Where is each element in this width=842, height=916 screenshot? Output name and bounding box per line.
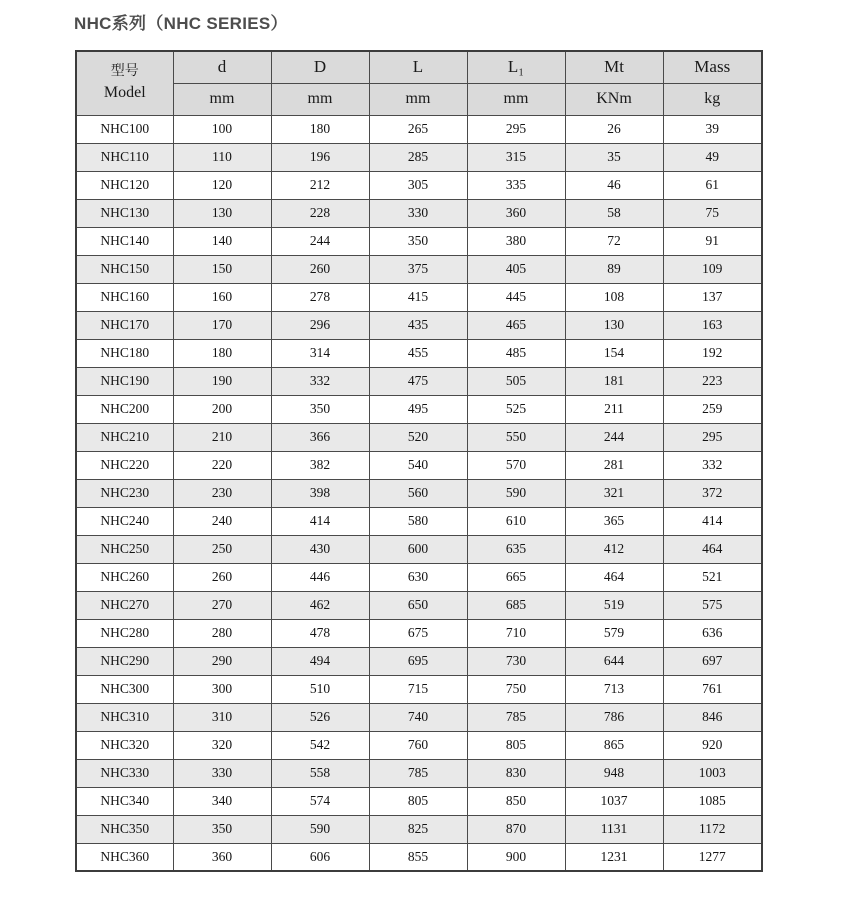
value-cell: 300 bbox=[173, 675, 271, 703]
table-row bbox=[76, 255, 762, 283]
model-cell: NHC250 bbox=[76, 535, 173, 563]
table-row bbox=[76, 143, 762, 171]
table-row bbox=[76, 843, 762, 871]
value-cell: 332 bbox=[271, 367, 369, 395]
table-row bbox=[76, 619, 762, 647]
value-cell: 365 bbox=[565, 507, 663, 535]
value-cell: 220 bbox=[173, 451, 271, 479]
value-cell: 750 bbox=[467, 675, 565, 703]
value-cell: 685 bbox=[467, 591, 565, 619]
value-cell: 200 bbox=[173, 395, 271, 423]
value-cell: 785 bbox=[467, 703, 565, 731]
model-cell: NHC150 bbox=[76, 255, 173, 283]
value-cell: 900 bbox=[467, 843, 565, 871]
model-cell: NHC180 bbox=[76, 339, 173, 367]
value-cell: 1037 bbox=[565, 787, 663, 815]
value-cell: 295 bbox=[663, 423, 762, 451]
model-cell: NHC190 bbox=[76, 367, 173, 395]
value-cell: 154 bbox=[565, 339, 663, 367]
column-unit-Mass: kg bbox=[663, 83, 762, 115]
value-cell: 846 bbox=[663, 703, 762, 731]
value-cell: 710 bbox=[467, 619, 565, 647]
value-cell: 310 bbox=[173, 703, 271, 731]
column-unit-L1: mm bbox=[467, 83, 565, 115]
column-header-D: D bbox=[271, 51, 369, 83]
value-cell: 196 bbox=[271, 143, 369, 171]
value-cell: 332 bbox=[663, 451, 762, 479]
value-cell: 75 bbox=[663, 199, 762, 227]
model-header-zh: 型号 bbox=[110, 64, 139, 79]
value-cell: 108 bbox=[565, 283, 663, 311]
nhc-spec-table bbox=[75, 50, 763, 872]
value-cell: 786 bbox=[565, 703, 663, 731]
value-cell: 1172 bbox=[663, 815, 762, 843]
value-cell: 295 bbox=[467, 115, 565, 143]
value-cell: 120 bbox=[173, 171, 271, 199]
value-cell: 610 bbox=[467, 507, 565, 535]
value-cell: 505 bbox=[467, 367, 565, 395]
value-cell: 455 bbox=[369, 339, 467, 367]
value-cell: 590 bbox=[271, 815, 369, 843]
table-row bbox=[76, 115, 762, 143]
value-cell: 375 bbox=[369, 255, 467, 283]
value-cell: 137 bbox=[663, 283, 762, 311]
model-cell: NHC100 bbox=[76, 115, 173, 143]
value-cell: 35 bbox=[565, 143, 663, 171]
table-header bbox=[76, 51, 762, 115]
value-cell: 366 bbox=[271, 423, 369, 451]
value-cell: 398 bbox=[271, 479, 369, 507]
value-cell: 270 bbox=[173, 591, 271, 619]
value-cell: 414 bbox=[663, 507, 762, 535]
value-cell: 560 bbox=[369, 479, 467, 507]
model-cell: NHC170 bbox=[76, 311, 173, 339]
table-row bbox=[76, 171, 762, 199]
value-cell: 525 bbox=[467, 395, 565, 423]
value-cell: 91 bbox=[663, 227, 762, 255]
table-row bbox=[76, 703, 762, 731]
value-cell: 382 bbox=[271, 451, 369, 479]
value-cell: 372 bbox=[663, 479, 762, 507]
table-row bbox=[76, 227, 762, 255]
value-cell: 445 bbox=[467, 283, 565, 311]
value-cell: 281 bbox=[565, 451, 663, 479]
value-cell: 430 bbox=[271, 535, 369, 563]
column-header-d: d bbox=[173, 51, 271, 83]
value-cell: 211 bbox=[565, 395, 663, 423]
value-cell: 574 bbox=[271, 787, 369, 815]
value-cell: 49 bbox=[663, 143, 762, 171]
value-cell: 830 bbox=[467, 759, 565, 787]
table-row bbox=[76, 507, 762, 535]
model-cell: NHC280 bbox=[76, 619, 173, 647]
value-cell: 130 bbox=[565, 311, 663, 339]
value-cell: 305 bbox=[369, 171, 467, 199]
column-header-L: L bbox=[369, 51, 467, 83]
header-row-units bbox=[76, 83, 762, 115]
value-cell: 260 bbox=[173, 563, 271, 591]
value-cell: 462 bbox=[271, 591, 369, 619]
value-cell: 412 bbox=[565, 535, 663, 563]
value-cell: 600 bbox=[369, 535, 467, 563]
value-cell: 558 bbox=[271, 759, 369, 787]
value-cell: 321 bbox=[565, 479, 663, 507]
value-cell: 446 bbox=[271, 563, 369, 591]
value-cell: 850 bbox=[467, 787, 565, 815]
value-cell: 228 bbox=[271, 199, 369, 227]
model-cell: NHC360 bbox=[76, 843, 173, 871]
model-cell: NHC230 bbox=[76, 479, 173, 507]
value-cell: 100 bbox=[173, 115, 271, 143]
table-row bbox=[76, 787, 762, 815]
table-body bbox=[76, 115, 762, 871]
value-cell: 110 bbox=[173, 143, 271, 171]
value-cell: 190 bbox=[173, 367, 271, 395]
value-cell: 464 bbox=[565, 563, 663, 591]
model-header-en: Model bbox=[103, 83, 146, 101]
column-unit-D: mm bbox=[271, 83, 369, 115]
value-cell: 72 bbox=[565, 227, 663, 255]
table-row bbox=[76, 451, 762, 479]
value-cell: 61 bbox=[663, 171, 762, 199]
model-cell: NHC350 bbox=[76, 815, 173, 843]
value-cell: 695 bbox=[369, 647, 467, 675]
table-row bbox=[76, 815, 762, 843]
value-cell: 1003 bbox=[663, 759, 762, 787]
value-cell: 715 bbox=[369, 675, 467, 703]
value-cell: 415 bbox=[369, 283, 467, 311]
value-cell: 360 bbox=[173, 843, 271, 871]
value-cell: 495 bbox=[369, 395, 467, 423]
column-unit-L: mm bbox=[369, 83, 467, 115]
value-cell: 606 bbox=[271, 843, 369, 871]
table-row bbox=[76, 759, 762, 787]
value-cell: 519 bbox=[565, 591, 663, 619]
value-cell: 478 bbox=[271, 619, 369, 647]
value-cell: 180 bbox=[173, 339, 271, 367]
table-row bbox=[76, 395, 762, 423]
value-cell: 414 bbox=[271, 507, 369, 535]
value-cell: 650 bbox=[369, 591, 467, 619]
value-cell: 475 bbox=[369, 367, 467, 395]
value-cell: 870 bbox=[467, 815, 565, 843]
value-cell: 330 bbox=[369, 199, 467, 227]
value-cell: 320 bbox=[173, 731, 271, 759]
value-cell: 260 bbox=[271, 255, 369, 283]
value-cell: 855 bbox=[369, 843, 467, 871]
table-row bbox=[76, 339, 762, 367]
table-row bbox=[76, 731, 762, 759]
value-cell: 223 bbox=[663, 367, 762, 395]
column-header-Mass: Mass bbox=[663, 51, 762, 83]
value-cell: 948 bbox=[565, 759, 663, 787]
value-cell: 290 bbox=[173, 647, 271, 675]
value-cell: 636 bbox=[663, 619, 762, 647]
value-cell: 340 bbox=[173, 787, 271, 815]
value-cell: 314 bbox=[271, 339, 369, 367]
model-cell: NHC290 bbox=[76, 647, 173, 675]
value-cell: 1231 bbox=[565, 843, 663, 871]
column-header-L1: L₁ bbox=[467, 51, 565, 83]
value-cell: 510 bbox=[271, 675, 369, 703]
model-cell: NHC160 bbox=[76, 283, 173, 311]
page-title: NHC系列（NHC SERIES） bbox=[74, 14, 288, 33]
value-cell: 46 bbox=[565, 171, 663, 199]
model-cell: NHC260 bbox=[76, 563, 173, 591]
value-cell: 26 bbox=[565, 115, 663, 143]
value-cell: 825 bbox=[369, 815, 467, 843]
value-cell: 130 bbox=[173, 199, 271, 227]
value-cell: 520 bbox=[369, 423, 467, 451]
value-cell: 540 bbox=[369, 451, 467, 479]
value-cell: 244 bbox=[565, 423, 663, 451]
value-cell: 1085 bbox=[663, 787, 762, 815]
model-column-header bbox=[76, 51, 173, 115]
value-cell: 485 bbox=[467, 339, 565, 367]
table-row bbox=[76, 479, 762, 507]
value-cell: 465 bbox=[467, 311, 565, 339]
value-cell: 785 bbox=[369, 759, 467, 787]
value-cell: 635 bbox=[467, 535, 565, 563]
value-cell: 181 bbox=[565, 367, 663, 395]
value-cell: 150 bbox=[173, 255, 271, 283]
value-cell: 160 bbox=[173, 283, 271, 311]
model-cell: NHC140 bbox=[76, 227, 173, 255]
table-row bbox=[76, 199, 762, 227]
value-cell: 542 bbox=[271, 731, 369, 759]
value-cell: 192 bbox=[663, 339, 762, 367]
value-cell: 39 bbox=[663, 115, 762, 143]
value-cell: 435 bbox=[369, 311, 467, 339]
value-cell: 259 bbox=[663, 395, 762, 423]
table-row bbox=[76, 423, 762, 451]
value-cell: 494 bbox=[271, 647, 369, 675]
value-cell: 526 bbox=[271, 703, 369, 731]
value-cell: 350 bbox=[369, 227, 467, 255]
value-cell: 315 bbox=[467, 143, 565, 171]
value-cell: 464 bbox=[663, 535, 762, 563]
value-cell: 89 bbox=[565, 255, 663, 283]
value-cell: 265 bbox=[369, 115, 467, 143]
value-cell: 212 bbox=[271, 171, 369, 199]
value-cell: 580 bbox=[369, 507, 467, 535]
table-row bbox=[76, 647, 762, 675]
model-cell: NHC220 bbox=[76, 451, 173, 479]
value-cell: 180 bbox=[271, 115, 369, 143]
value-cell: 350 bbox=[173, 815, 271, 843]
value-cell: 1131 bbox=[565, 815, 663, 843]
value-cell: 630 bbox=[369, 563, 467, 591]
value-cell: 760 bbox=[369, 731, 467, 759]
value-cell: 920 bbox=[663, 731, 762, 759]
model-cell: NHC210 bbox=[76, 423, 173, 451]
model-cell: NHC130 bbox=[76, 199, 173, 227]
value-cell: 170 bbox=[173, 311, 271, 339]
value-cell: 644 bbox=[565, 647, 663, 675]
value-cell: 280 bbox=[173, 619, 271, 647]
value-cell: 590 bbox=[467, 479, 565, 507]
value-cell: 521 bbox=[663, 563, 762, 591]
value-cell: 330 bbox=[173, 759, 271, 787]
column-unit-d: mm bbox=[173, 83, 271, 115]
model-cell: NHC300 bbox=[76, 675, 173, 703]
model-cell: NHC120 bbox=[76, 171, 173, 199]
value-cell: 380 bbox=[467, 227, 565, 255]
value-cell: 761 bbox=[663, 675, 762, 703]
table-row bbox=[76, 535, 762, 563]
value-cell: 285 bbox=[369, 143, 467, 171]
value-cell: 109 bbox=[663, 255, 762, 283]
model-cell: NHC340 bbox=[76, 787, 173, 815]
value-cell: 250 bbox=[173, 535, 271, 563]
value-cell: 865 bbox=[565, 731, 663, 759]
table-row bbox=[76, 367, 762, 395]
value-cell: 805 bbox=[369, 787, 467, 815]
value-cell: 230 bbox=[173, 479, 271, 507]
value-cell: 210 bbox=[173, 423, 271, 451]
column-header-Mt: Mt bbox=[565, 51, 663, 83]
value-cell: 805 bbox=[467, 731, 565, 759]
value-cell: 665 bbox=[467, 563, 565, 591]
value-cell: 350 bbox=[271, 395, 369, 423]
value-cell: 697 bbox=[663, 647, 762, 675]
table-row bbox=[76, 675, 762, 703]
model-cell: NHC320 bbox=[76, 731, 173, 759]
value-cell: 335 bbox=[467, 171, 565, 199]
table-row bbox=[76, 283, 762, 311]
header-row-labels bbox=[76, 51, 762, 83]
value-cell: 1277 bbox=[663, 843, 762, 871]
value-cell: 405 bbox=[467, 255, 565, 283]
value-cell: 296 bbox=[271, 311, 369, 339]
value-cell: 740 bbox=[369, 703, 467, 731]
value-cell: 575 bbox=[663, 591, 762, 619]
model-cell: NHC200 bbox=[76, 395, 173, 423]
value-cell: 278 bbox=[271, 283, 369, 311]
value-cell: 140 bbox=[173, 227, 271, 255]
table-row bbox=[76, 563, 762, 591]
table-row bbox=[76, 591, 762, 619]
value-cell: 550 bbox=[467, 423, 565, 451]
table-row bbox=[76, 311, 762, 339]
model-cell: NHC270 bbox=[76, 591, 173, 619]
model-cell: NHC330 bbox=[76, 759, 173, 787]
model-cell: NHC310 bbox=[76, 703, 173, 731]
value-cell: 579 bbox=[565, 619, 663, 647]
value-cell: 58 bbox=[565, 199, 663, 227]
value-cell: 570 bbox=[467, 451, 565, 479]
value-cell: 730 bbox=[467, 647, 565, 675]
model-cell: NHC240 bbox=[76, 507, 173, 535]
value-cell: 240 bbox=[173, 507, 271, 535]
value-cell: 360 bbox=[467, 199, 565, 227]
value-cell: 244 bbox=[271, 227, 369, 255]
value-cell: 675 bbox=[369, 619, 467, 647]
column-unit-Mt: KNm bbox=[565, 83, 663, 115]
value-cell: 713 bbox=[565, 675, 663, 703]
model-cell: NHC110 bbox=[76, 143, 173, 171]
value-cell: 163 bbox=[663, 311, 762, 339]
